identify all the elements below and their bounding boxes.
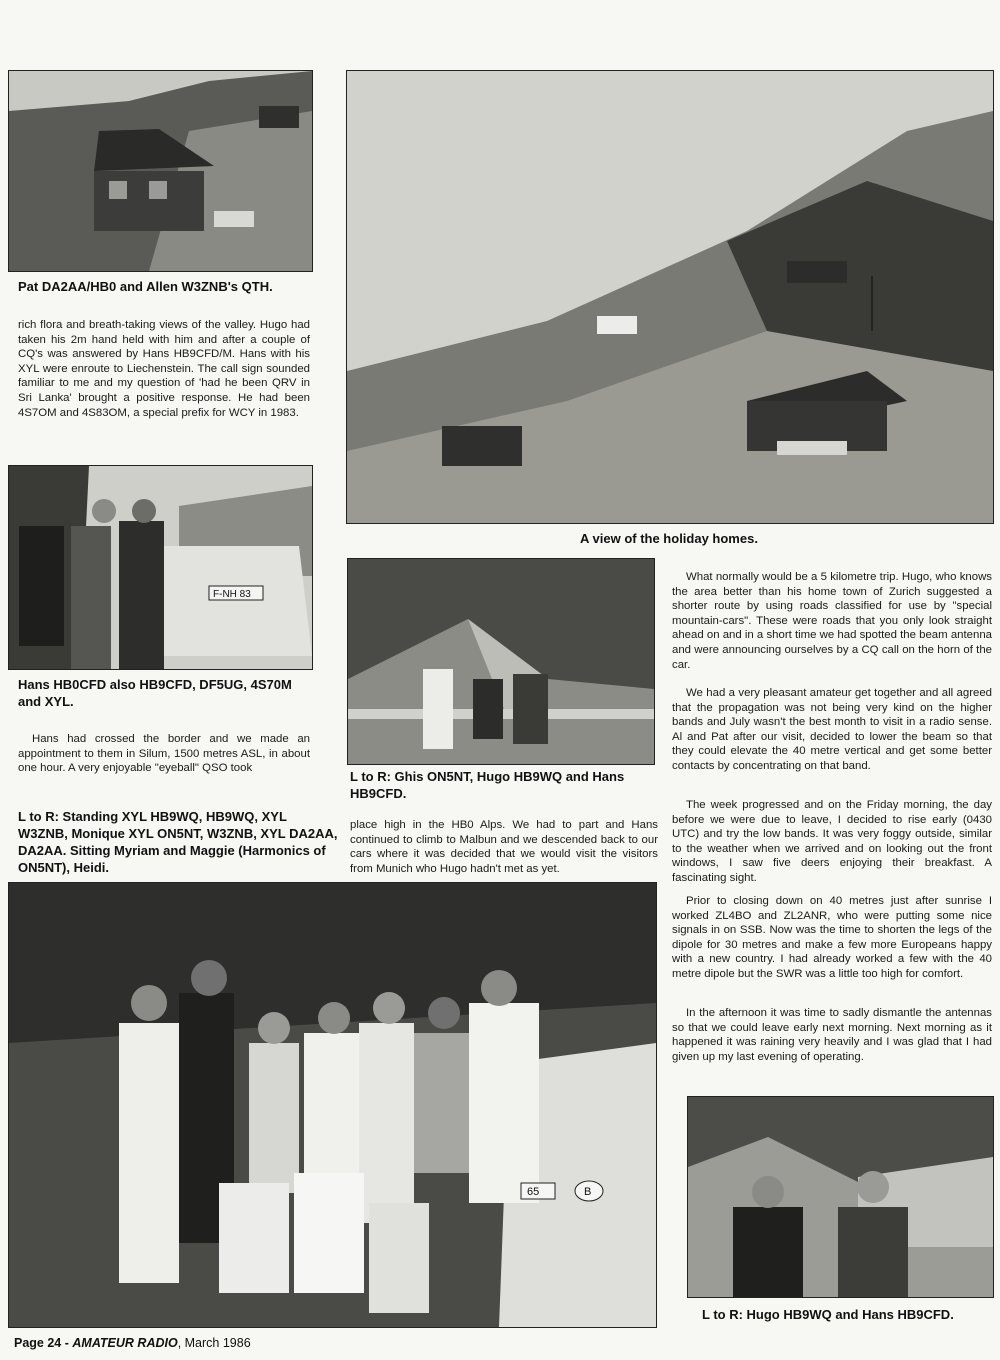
col3-paragraph-4: Prior to closing down on 40 metres just after sunrise I worked ZL4BO and ZL2ANR, who were putting some nice signals in on SSB. Now was the time to shorten the legs of the dipole for 30 metres and make a few more Europeans happy with a new country. I had already worked a few with the 40 metre dipole but the SWR was a little too high for comfort. [672, 895, 992, 980]
country-badge-text: B [584, 1186, 592, 1198]
ghis-hugo-hans-photo [347, 558, 655, 765]
qth-photo [8, 70, 313, 272]
caption-group: L to R: Standing XYL HB9WQ, HB9WQ, XYL W3ZNB, Monique XYL ON5NT, W3ZNB, XYL DA2AA, DA2AA. Sitting Myriam and Maggie (Harmonics of ON5NT), Heidi. [18, 809, 338, 875]
footer-page-number: Page 24 - [14, 1336, 73, 1350]
col1-paragraph-1: rich flora and breath-taking views of the valley. Hugo had taken his 2m hand held with him and after a couple of CQ's was answered by Hans HB9CFD/M. Hans with his XYL were enroute to Liechenstein. The call sign sounded familiar to me and my question of 'had he been QRV in Sri Lanka' brought a positive response. He had been 4S7OM and 4S83OM, a special prefix for WCY in 1983. [18, 319, 310, 419]
caption-qth: Pat DA2AA/HB0 and Allen W3ZNB's QTH. [18, 279, 273, 294]
col1-paragraph-2: Hans had crossed the border and we made an appointment to them in Silum, 1500 metres ASL, in about one hour. A very enjoyable "eyeball" QSO took [18, 733, 310, 775]
col3-paragraph-1: What normally would be a 5 kilometre trip. Hugo, who knows the area better than his home town of Zurich suggested a shorter route by using roads classified for use by "special mountain-cars". These were roads that you only look straight ahead on and in a short time we had spotted the beam antenna and were announcing ourselves by a CQ call on the horn of the car. [672, 571, 992, 671]
group-photo [8, 882, 657, 1328]
col3-paragraph-2: We had a very pleasant amateur get together and all agreed that the propagation was not being very kind on the higher bands and July wasn't the best month to visit in a radio sense. Al and Pat after our visit, decided to lower the beam so that they could elevate the 40 metre vertical and get some better contacts by concentrating on that band. [672, 687, 992, 772]
car-plate-text: F-NH 83 [213, 589, 251, 600]
caption-holiday-homes: A view of the holiday homes. [580, 531, 758, 546]
page-footer [14, 1336, 251, 1350]
group-car-plate-text: 65 [527, 1186, 540, 1198]
hans-xyl-photo [8, 465, 313, 670]
caption-hans-xyl: Hans HB0CFD also HB9CFD, DF5UG, 4S70M and XYL. [18, 677, 292, 709]
footer-date: , March 1986 [177, 1336, 251, 1350]
caption-ghis-hugo-hans: L to R: Ghis ON5NT, Hugo HB9WQ and Hans HB9CFD. [350, 769, 625, 801]
col2-paragraph-1: place high in the HB0 Alps. We had to part and Hans continued to climb to Malbun and we descended back to our cars where it was decided that we would visit the visitors from Munich who Hugo hadn't met as yet. [350, 819, 658, 875]
col3-paragraph-3: The week progressed and on the Friday morning, the day before we were due to leave, I decided to rise early (0430 UTC) and try the low bands. It was very foggy outside, similar to the weather when we arrived and on looking out the front windows, I saw five deers enjoying their breakfast. A fascinating sight. [672, 799, 992, 884]
holiday-homes-photo [346, 70, 994, 524]
caption-hugo-hans: L to R: Hugo HB9WQ and Hans HB9CFD. [702, 1307, 954, 1322]
hugo-hans-photo [687, 1096, 994, 1298]
col3-paragraph-5: In the afternoon it was time to sadly dismantle the antennas so that we could leave early next morning. Next morning as it happened it was raining very heavily and I was glad that I had given up my last evening of operating. [672, 1007, 992, 1063]
footer-magazine: AMATEUR RADIO [72, 1336, 178, 1350]
